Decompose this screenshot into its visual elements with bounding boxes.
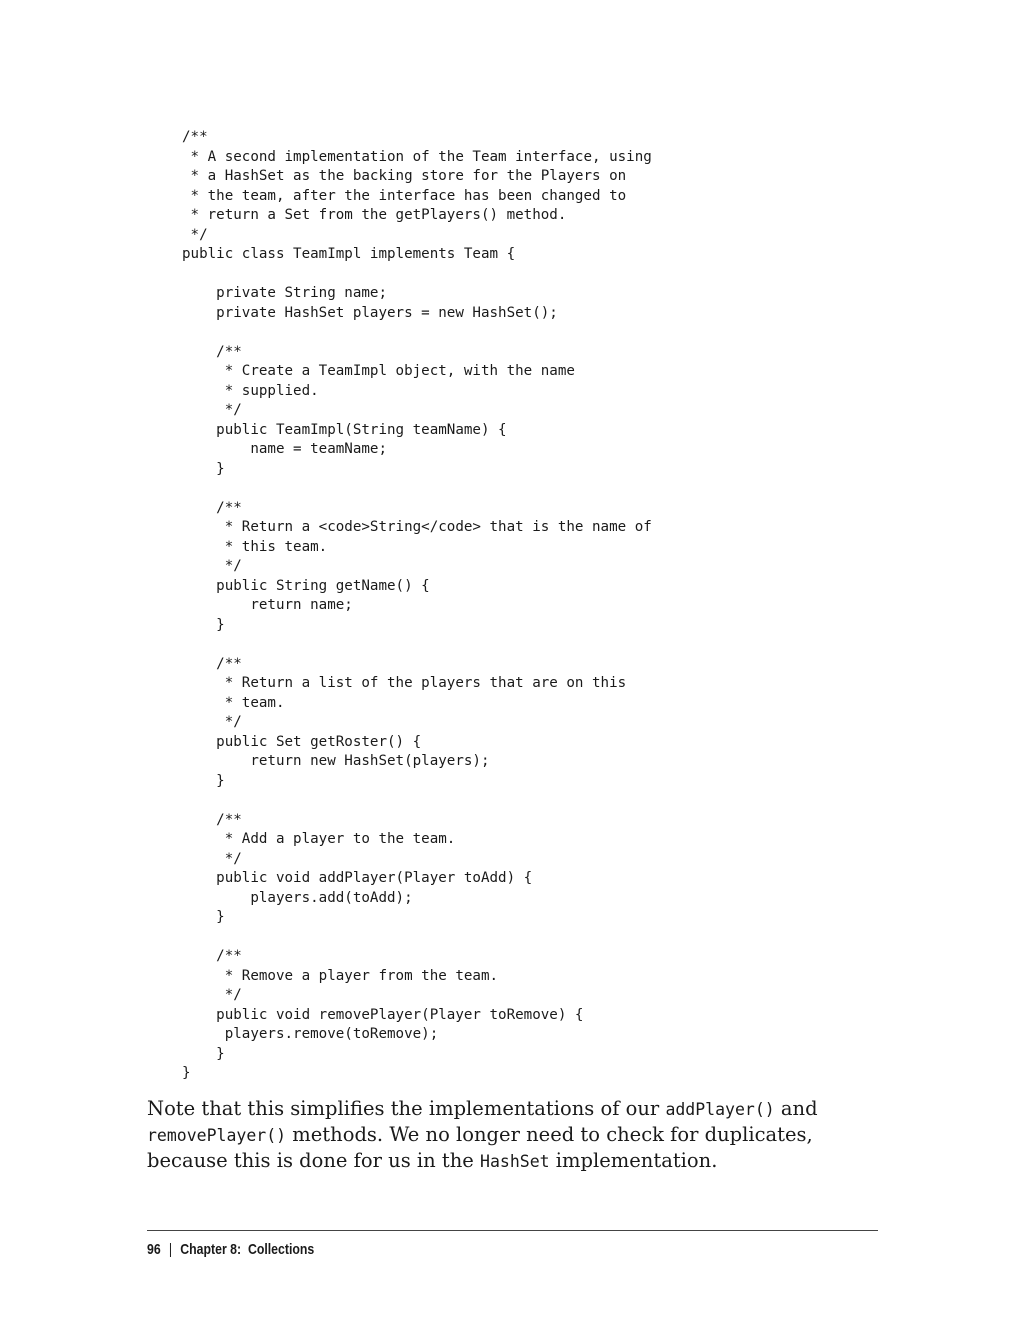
paragraph-text-3: methods. We no longer need to check for duplicates, because this is done for us in the <box>147 1123 813 1172</box>
code-line: } <box>182 909 225 925</box>
paragraph-text-1: Note that this simplifies the implementations of our <box>147 1097 666 1120</box>
body-paragraph <box>147 1096 887 1174</box>
code-line: * this team. <box>182 538 328 555</box>
code-line <box>182 323 652 343</box>
code-line: private String name; <box>182 285 387 301</box>
code-line: return name; <box>182 597 353 613</box>
code-line: public class TeamImpl implements Team { <box>182 246 516 262</box>
code-line: */ <box>182 558 242 574</box>
code-line: } <box>182 1045 225 1062</box>
code-line: public TeamImpl(String teamName) { <box>182 421 507 438</box>
code-line: */ <box>182 402 242 418</box>
paragraph-text-2: and <box>774 1097 818 1120</box>
code-line: */ <box>182 850 242 867</box>
inline-code-hashset: HashSet <box>480 1152 550 1171</box>
code-line: * A second implementation of the Team interface, using <box>182 148 652 165</box>
code-line <box>182 479 652 499</box>
code-line: * Remove a player from the team. <box>182 967 499 984</box>
code-line <box>182 265 652 285</box>
code-line: */ <box>182 226 208 243</box>
code-line: * supplied. <box>182 382 319 399</box>
code-line: public Set getRoster() { <box>182 733 422 750</box>
inline-code-removeplayer: removePlayer() <box>147 1126 287 1145</box>
code-line: private HashSet players = new HashSet(); <box>182 304 558 321</box>
page-footer <box>147 1240 314 1260</box>
code-line: * return a Set from the getPlayers() method. <box>182 207 567 223</box>
code-line: public void addPlayer(Player toAdd) { <box>182 870 533 886</box>
code-line: */ <box>182 987 242 1003</box>
code-line: /** <box>182 948 242 964</box>
code-line: /** <box>182 129 208 145</box>
code-line: } <box>182 1065 191 1081</box>
chapter-title: Chapter 8: Collections <box>180 1241 315 1258</box>
code-line: * a HashSet as the backing store for the Players on <box>182 168 627 184</box>
code-line: /** <box>182 343 242 360</box>
code-line: * Return a list of the players that are on this <box>182 675 627 691</box>
inline-code-addplayer: addPlayer() <box>665 1100 775 1119</box>
code-listing <box>182 128 652 1084</box>
code-line: } <box>182 772 225 789</box>
code-line: * Return a <code>String</code> that is the name of <box>182 519 652 535</box>
code-line: } <box>182 616 225 633</box>
code-line: name = teamName; <box>182 441 387 457</box>
paragraph-text-4: implementation. <box>549 1149 718 1172</box>
code-line: players.add(toAdd); <box>182 889 413 906</box>
code-line: players.remove(toRemove); <box>182 1026 439 1042</box>
page-number: 96 <box>147 1241 161 1258</box>
code-line: return new HashSet(players); <box>182 753 490 769</box>
code-line: * Create a TeamImpl object, with the name <box>182 363 575 379</box>
code-line: * Add a player to the team. <box>182 831 456 847</box>
code-line: /** <box>182 655 242 672</box>
code-line <box>182 635 652 655</box>
code-line <box>182 928 652 948</box>
code-line: * the team, after the interface has been changed to <box>182 187 627 204</box>
footer-separator: | <box>168 1241 173 1258</box>
code-line: /** <box>182 811 242 828</box>
code-line: public String getName() { <box>182 577 430 594</box>
code-line: } <box>182 460 225 477</box>
footer-divider <box>147 1230 878 1231</box>
code-line: /** <box>182 499 242 516</box>
code-line <box>182 791 652 811</box>
code-line: * team. <box>182 694 285 711</box>
code-line: */ <box>182 714 242 730</box>
code-line: public void removePlayer(Player toRemove) { <box>182 1006 584 1023</box>
